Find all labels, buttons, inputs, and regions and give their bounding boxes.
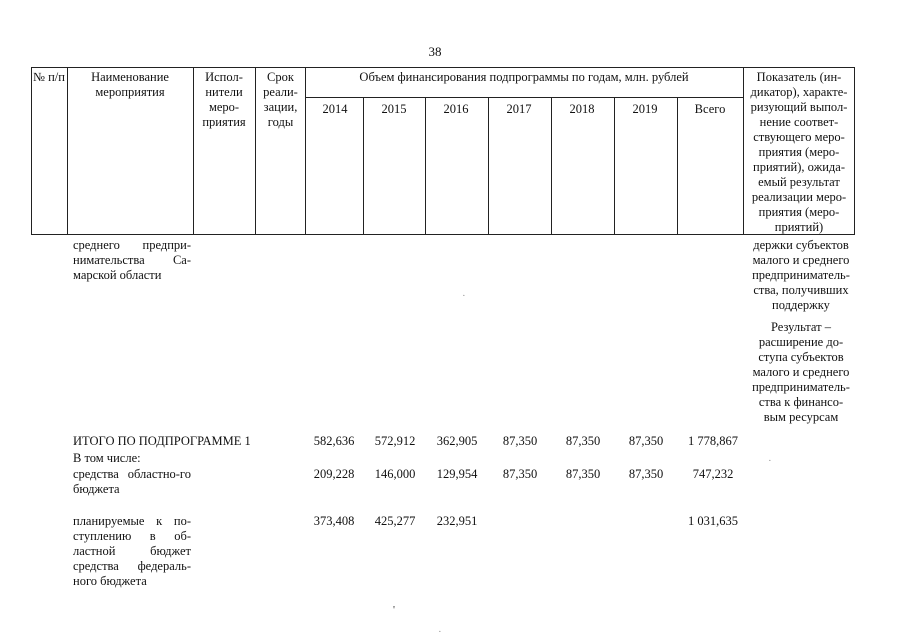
regional-budget-label: средства областно-го бюджета [73,467,191,496]
year-divider [488,98,489,235]
regional-value-all: 747,232 [692,467,734,481]
subprogram-total-title: ИТОГО ПО ПОДПРОГРАММЕ 1 [73,434,251,448]
total-value-all: 1 778,867 [688,434,738,448]
scan-speck: · [438,626,442,638]
scan-speck: · [768,455,772,467]
year-divider [677,98,678,235]
header-col-number: № п/п [33,70,65,84]
measure-name-continuation: среднего предпри-нимательства Са-марской области [73,238,191,282]
column-divider [743,67,744,235]
header-col-indicator: Показатель (ин-дикатор), характе-ризующий выпол-нение соответ-ствующего меро-приятия (меро-приятий), ожида-емый результат реализации меро-приятия (меро-приятий) [750,70,848,234]
regional-value-2019: 87,350 [628,467,664,481]
column-divider [67,67,68,235]
federal-value-2016: 232,951 [436,514,478,528]
header-year-2016: 2016 [443,102,469,116]
header-year-2019: 2019 [632,102,658,116]
header-year-2014: 2014 [322,102,348,116]
regional-value-2017: 87,350 [502,467,538,481]
year-divider [425,98,426,235]
year-divider [363,98,364,235]
total-value-2014: 582,636 [313,434,355,448]
header-year-2017: 2017 [506,102,532,116]
federal-funds-label: планируемые к по-ступлению в об-ластной бюджет средства федераль-ного бюджета [73,514,191,588]
scan-speck: · [462,290,466,302]
total-value-2017: 87,350 [502,434,538,448]
total-value-2018: 87,350 [565,434,601,448]
header-col-financing: Объем финансирования подпрограммы по годам, млн. рублей [359,70,689,84]
header-col-executors: Испол-нители меро-приятия [202,70,246,129]
regional-value-2015: 146,000 [374,467,416,481]
header-year-2015: 2015 [381,102,407,116]
indicator-continuation: держки субъектов малого и среднего предприниматель-ства, получивших поддержку [752,238,850,312]
total-value-2016: 362,905 [436,434,478,448]
column-divider [255,67,256,235]
including-subtitle: В том числе: [73,451,141,465]
federal-value-2014: 373,408 [313,514,355,528]
column-divider [305,67,306,235]
column-divider [193,67,194,235]
federal-value-2015: 425,277 [374,514,416,528]
total-value-2015: 572,912 [374,434,416,448]
header-year-total: Всего [694,102,726,116]
regional-value-2014: 209,228 [313,467,355,481]
regional-value-2018: 87,350 [565,467,601,481]
total-value-2019: 87,350 [628,434,664,448]
federal-value-all: 1 031,635 [688,514,738,528]
header-col-name: Наименование мероприятия [91,70,169,99]
header-year-2018: 2018 [569,102,595,116]
header-col-term: Срок реали-зации, годы [263,70,298,129]
year-divider [551,98,552,235]
expected-result: Результат – расширение до-ступа субъектов малого и среднего предприниматель-ства к финансо-вым ресурсам [752,320,850,424]
scan-speck: ' [393,604,395,616]
page-number: 38 [428,44,442,59]
regional-value-2016: 129,954 [436,467,478,481]
year-divider [614,98,615,235]
